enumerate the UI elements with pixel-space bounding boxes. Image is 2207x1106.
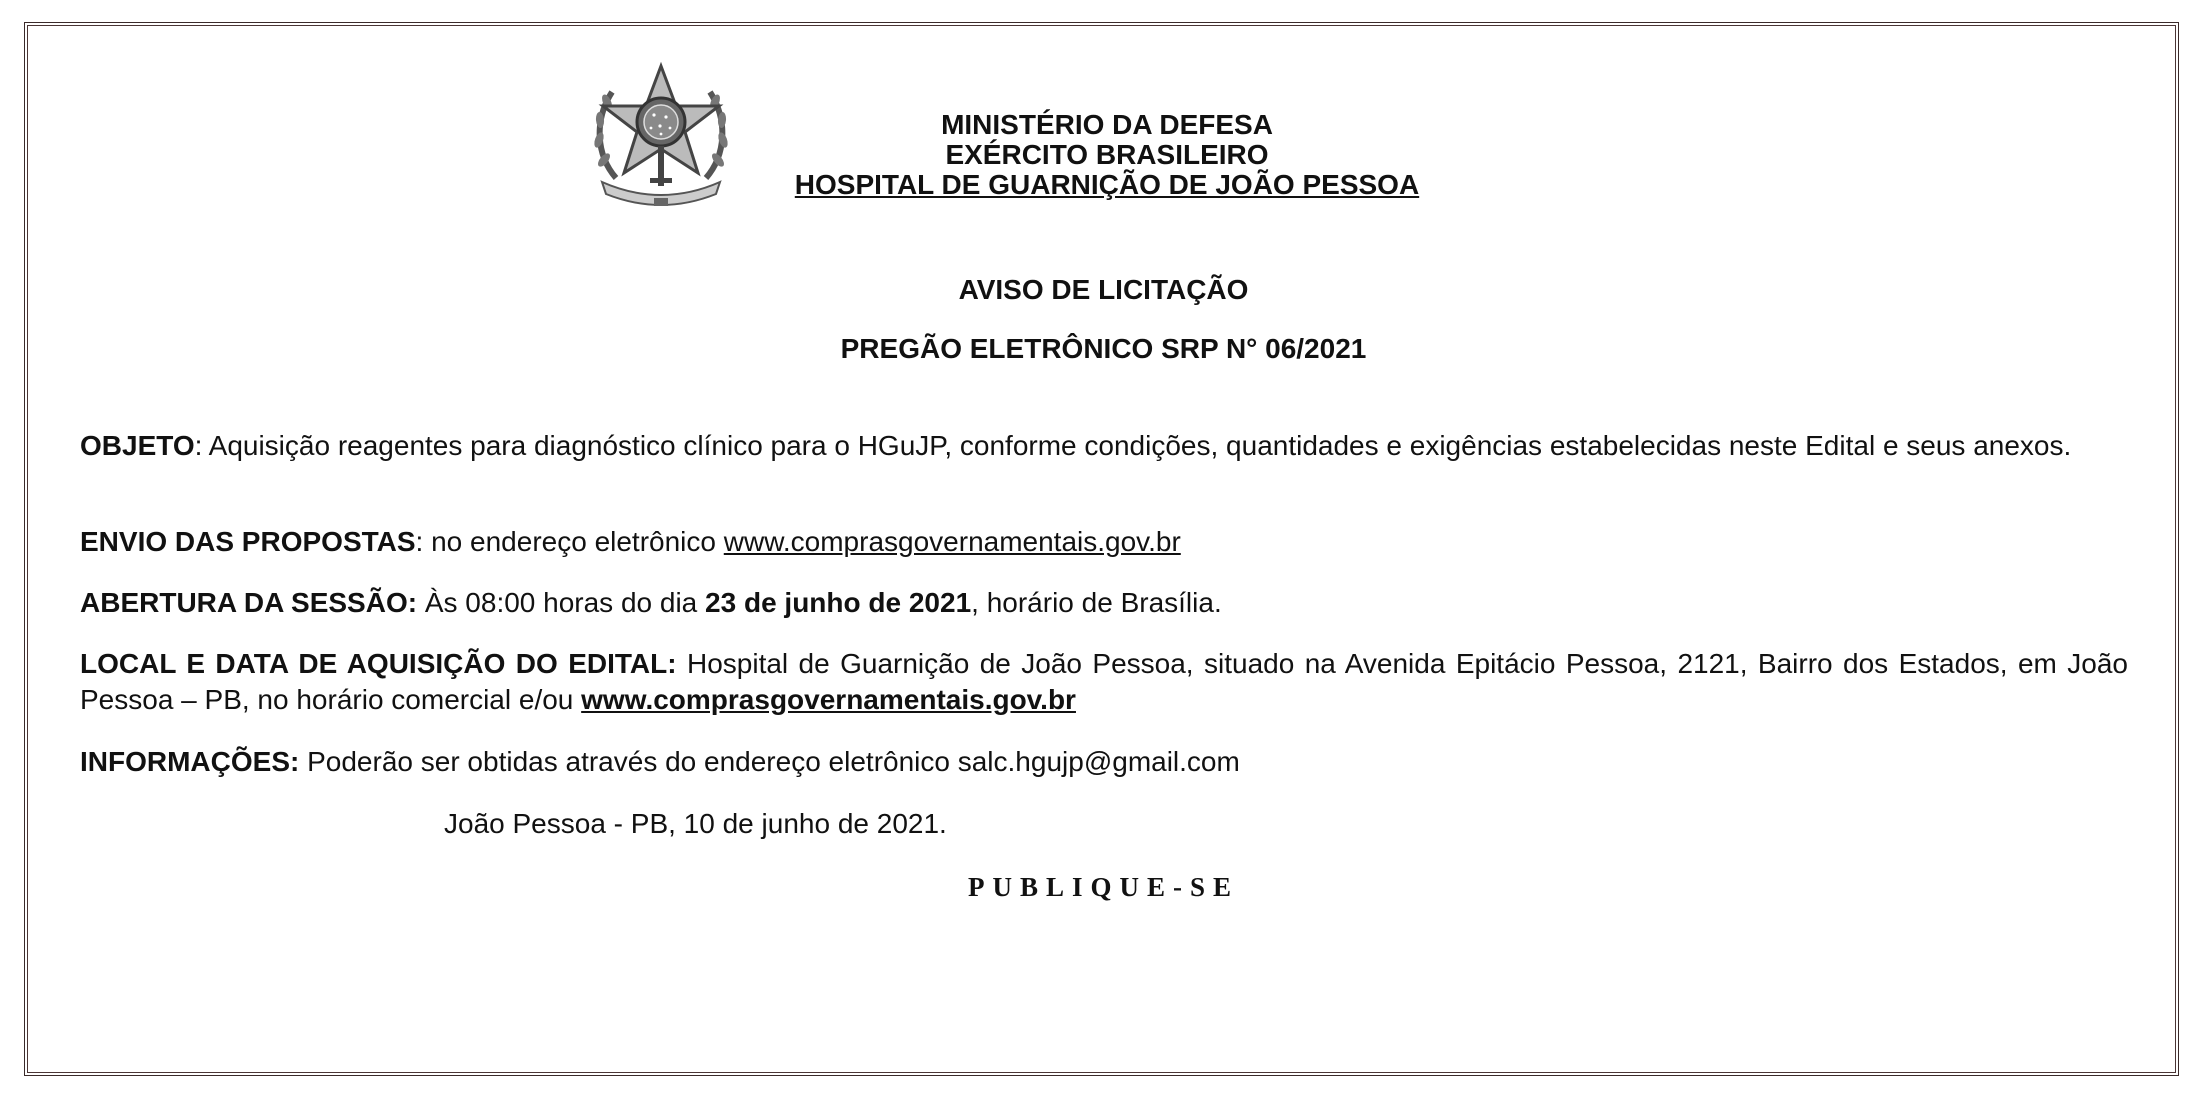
- date-line: João Pessoa - PB, 10 de junho de 2021.: [444, 808, 947, 839]
- informacoes-text: Poderão ser obtidas através do endereço eletrônico salc.hgujp@gmail.com: [299, 746, 1240, 777]
- notice-title: AVISO DE LICITAÇÃO: [958, 274, 1249, 305]
- section-objeto: [80, 428, 2128, 464]
- section-abertura: [80, 585, 2128, 621]
- objeto-text: : Aquisição reagentes para diagnóstico clínico para o HGuJP, conforme condições, quantidades e exigências estabelecidas neste Edital e seus anexos.: [194, 430, 2072, 461]
- section-local: [80, 646, 2128, 718]
- header-army: EXÉRCITO BRASILEIRO: [945, 139, 1269, 170]
- document-header: [700, 110, 1514, 200]
- header-hospital: HOSPITAL DE GUARNIÇÃO DE JOÃO PESSOA: [794, 169, 1420, 200]
- section-envio: [80, 524, 2128, 560]
- abertura-date: 23 de junho de 2021: [705, 587, 972, 618]
- abertura-text-before: Às 08:00 horas do dia: [417, 587, 706, 618]
- abertura-label: ABERTURA DA SESSÃO:: [80, 587, 418, 618]
- local-link[interactable]: www.comprasgovernamentais.gov.br: [581, 684, 1076, 715]
- header-ministry: MINISTÉRIO DA DEFESA: [941, 109, 1273, 140]
- envio-text: : no endereço eletrônico: [415, 526, 724, 557]
- objeto-label: OBJETO: [80, 430, 195, 461]
- local-text: Hospital de Guarnição de João Pessoa, situado na Avenida Epitácio Pessoa, 2121, Bairro dos Estados, em João Pessoa – PB, no horário comercial e/ou: [80, 648, 2128, 715]
- informacoes-label: INFORMAÇÕES:: [80, 746, 300, 777]
- auction-title: PREGÃO ELETRÔNICO SRP N° 06/2021: [840, 333, 1367, 364]
- abertura-text-after: , horário de Brasília.: [971, 587, 1222, 618]
- envio-link[interactable]: www.comprasgovernamentais.gov.br: [723, 526, 1181, 557]
- publique-se: PUBLIQUE-SE: [967, 872, 1240, 902]
- local-label: LOCAL E DATA DE AQUISIÇÃO DO EDITAL:: [80, 648, 677, 679]
- section-informacoes: [80, 744, 2128, 780]
- envio-label: ENVIO DAS PROPOSTAS: [80, 526, 416, 557]
